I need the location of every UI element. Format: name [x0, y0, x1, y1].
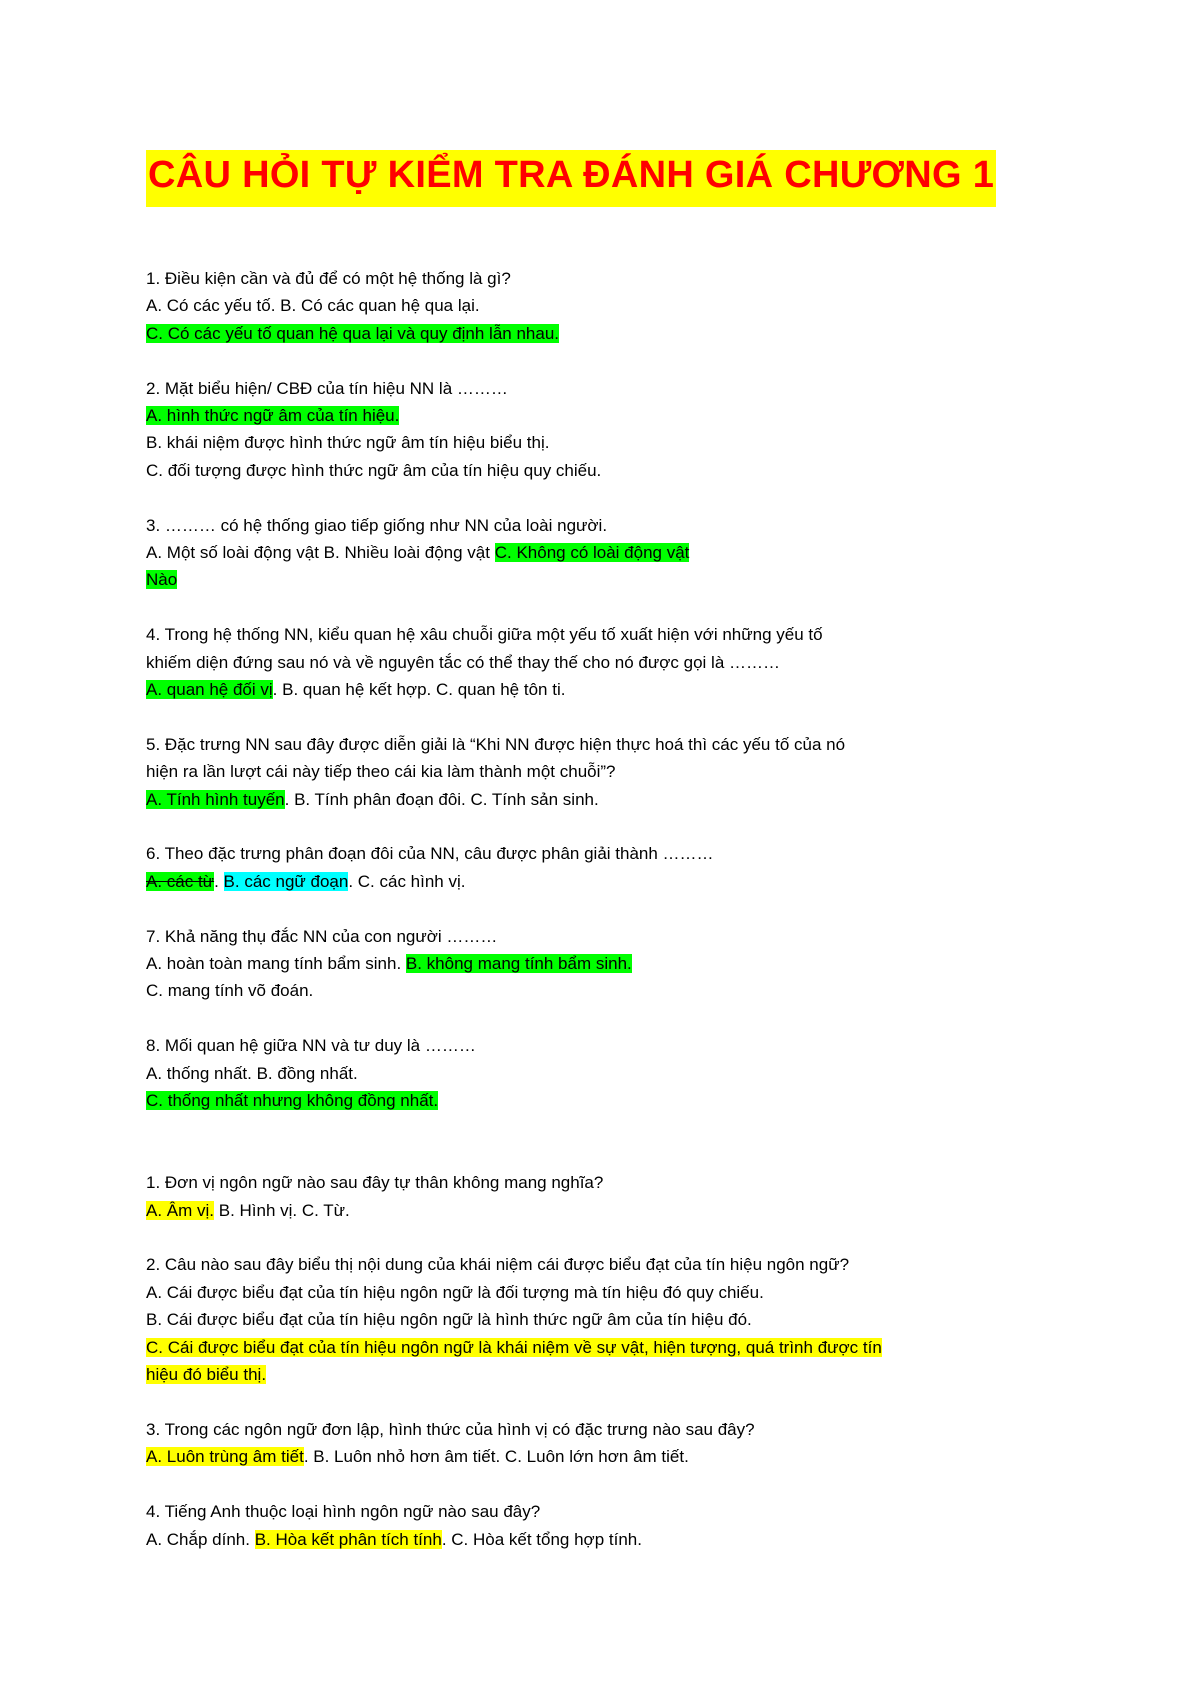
question-block-2 — [146, 375, 1056, 485]
question-block-5 — [146, 731, 1056, 813]
option-a: A. Chắp dính. — [146, 1529, 255, 1549]
struck-answer: A. các từ — [146, 871, 215, 891]
question-text: 2. Câu nào sau đây biểu thị nội dung của khái niệm cái được biểu đạt của tín hiệu ngôn ngữ? — [146, 1255, 850, 1275]
highlighted-answer: A. Âm vị. — [146, 1200, 215, 1220]
highlighted-answer: A. Tính hình tuyến — [146, 789, 285, 809]
other-options: B. Hình vị. C. Từ. — [214, 1200, 350, 1220]
question-block-2-4 — [146, 1498, 1056, 1553]
other-options: . C. Hòa kết tổng hợp tính. — [441, 1529, 642, 1549]
question-text: 3. ……… có hệ thống giao tiếp giống như NN của loài người. — [146, 515, 608, 535]
question-text: 4. Trong hệ thống NN, kiểu quan hệ xâu chuỗi giữa một yếu tố xuất hiện với những yếu tố — [146, 625, 823, 645]
page-title: CÂU HỎI TỰ KIỂM TRA ĐÁNH GIÁ CHƯƠNG 1 — [146, 150, 996, 207]
question-text: 6. Theo đặc trưng phân đoạn đôi của NN, câu được phân giải thành ……… — [146, 844, 714, 864]
question-block-7 — [146, 923, 1056, 1005]
question-block-1 — [146, 265, 1056, 347]
question-text: 1. Điều kiện cần và đủ để có một hệ thống là gì? — [146, 269, 511, 288]
option-b: B. khái niệm được hình thức ngữ âm tín hiệu biểu thị. — [146, 433, 550, 453]
question-block-6 — [146, 840, 1056, 895]
question-text: 1. Đơn vị ngôn ngữ nào sau đây tự thân không mang nghĩa? — [146, 1173, 604, 1193]
highlighted-answer: A. quan hệ đối vị — [146, 680, 273, 700]
options-line: A. thống nhất. B. đồng nhất. — [146, 1063, 358, 1083]
question-text: 3. Trong các ngôn ngữ đơn lập, hình thức của hình vị có đặc trưng nào sau đây? — [146, 1419, 755, 1439]
separator: . — [214, 871, 224, 891]
option-a: A. hoàn toàn mang tính bẩm sinh. — [146, 954, 406, 974]
other-options: . C. các hình vị. — [348, 871, 466, 891]
question-block-2-3 — [146, 1416, 1056, 1471]
question-block-2-2 — [146, 1251, 1056, 1388]
options-line: A. Có các yếu tố. B. Có các quan hệ qua lại. — [146, 296, 480, 316]
option-c: C. đối tượng được hình thức ngữ âm của tín hiệu quy chiếu. — [146, 460, 602, 480]
option-b: B. Cái được biểu đạt của tín hiệu ngôn ngữ là hình thức ngữ âm của tín hiệu đó. — [146, 1310, 752, 1330]
highlighted-answer: A. hình thức ngữ âm của tín hiệu. — [146, 406, 400, 426]
highlighted-answer: C. Không có loài động vật — [494, 543, 690, 563]
question-block-3 — [146, 512, 1056, 594]
question-block-2-1 — [146, 1169, 1056, 1224]
question-text: 2. Mặt biểu hiện/ CBĐ của tín hiệu NN là ……… — [146, 378, 508, 398]
highlighted-answer: C. Cái được biểu đạt của tín hiệu ngôn ngữ là khái niệm về sự vật, hiện tượng, quá trình được tín — [146, 1337, 882, 1357]
question-text-continued: hiện ra lần lượt cái này tiếp theo cái kia làm thành một chuỗi”? — [146, 762, 616, 782]
other-options: . B. Luôn nhỏ hơn âm tiết. C. Luôn lớn hơn âm tiết. — [303, 1447, 689, 1467]
highlighted-answer: A. Luôn trùng âm tiết — [146, 1447, 304, 1467]
highlighted-answer: B. các ngữ đoạn — [223, 871, 349, 891]
question-text-continued: khiếm diện đứng sau nó và về nguyên tắc có thể thay thế cho nó được gọi là ……… — [146, 652, 780, 672]
question-text: 4. Tiếng Anh thuộc loại hình ngôn ngữ nào sau đây? — [146, 1502, 541, 1522]
option-c: C. mang tính võ đoán. — [146, 981, 314, 1001]
highlighted-answer-continued: Nào — [146, 570, 178, 590]
highlighted-answer-continued: hiệu đó biểu thị. — [146, 1365, 267, 1385]
question-text: 8. Mối quan hệ giữa NN và tư duy là ……… — [146, 1036, 476, 1056]
other-options: . B. Tính phân đoạn đôi. C. Tính sản sinh. — [284, 789, 599, 809]
highlighted-answer: B. Hòa kết phân tích tính — [254, 1529, 442, 1549]
question-text: 7. Khả năng thụ đắc NN của con người ……… — [146, 926, 498, 946]
question-text: 5. Đặc trưng NN sau đây được diễn giải là “Khi NN được hiện thực hoá thì các yếu tố của nó — [146, 734, 846, 754]
options-ab: A. Một số loài động vật B. Nhiều loài động vật — [146, 543, 495, 563]
document-body — [146, 265, 1056, 1580]
highlighted-answer: B. không mang tính bẩm sinh. — [405, 954, 632, 974]
highlighted-answer: C. thống nhất nhưng không đồng nhất. — [146, 1091, 439, 1111]
question-block-8 — [146, 1032, 1056, 1114]
question-block-4 — [146, 621, 1056, 703]
highlighted-answer: C. Có các yếu tố quan hệ qua lại và quy định lẫn nhau. — [146, 323, 560, 343]
option-a: A. Cái được biểu đạt của tín hiệu ngôn ngữ là đối tượng mà tín hiệu đó quy chiếu. — [146, 1282, 764, 1302]
other-options: . B. quan hệ kết hợp. C. quan hệ tôn ti. — [272, 680, 566, 700]
